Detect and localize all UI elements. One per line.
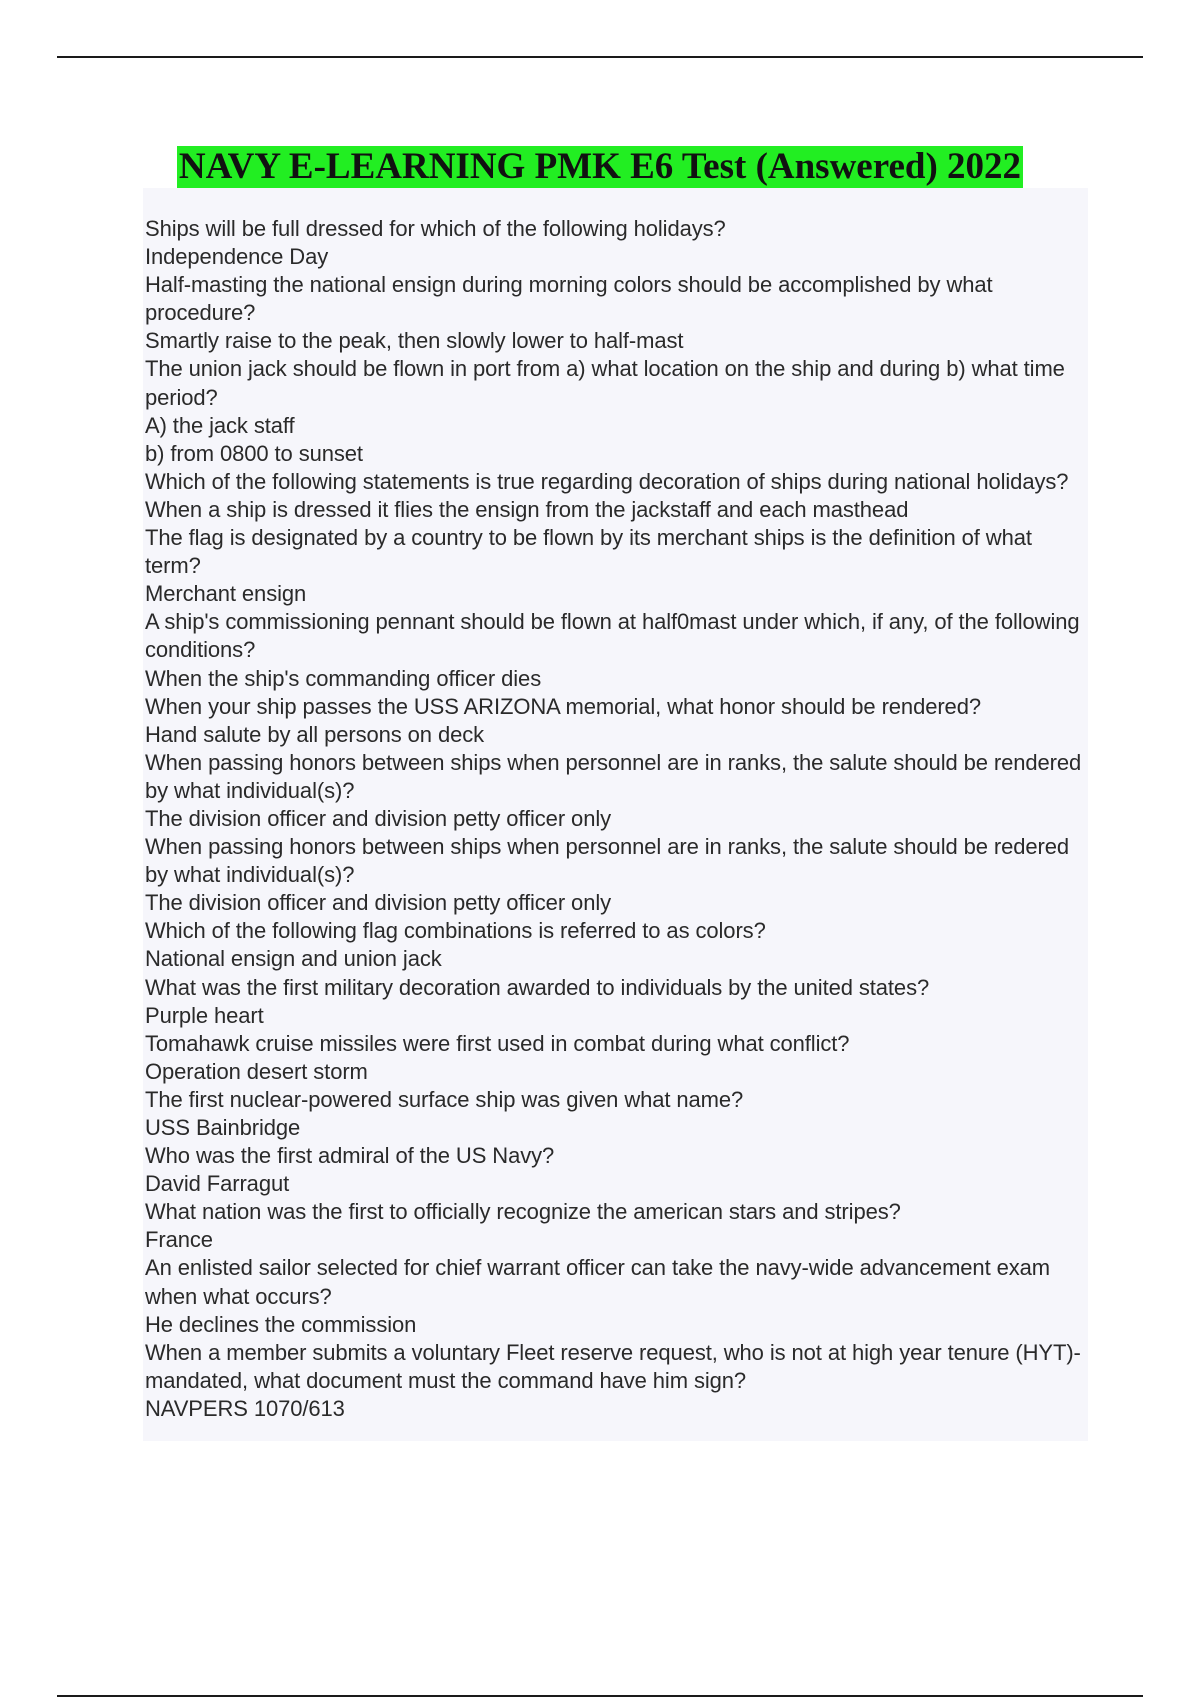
answer-9: The division officer and division petty officer only [145, 890, 612, 916]
answer-16: He declines the commission [145, 1311, 417, 1337]
question-16: An enlisted sailor selected for chief warrant officer can take the navy-wide advancement exam when what occurs? [145, 1255, 1050, 1309]
answer-3b: b) from 0800 to sunset [145, 440, 363, 466]
answer-15: France [145, 1227, 213, 1253]
question-3: The union jack should be flown in port from a) what location on the ship and during b) what time period? [145, 356, 1065, 410]
title-block [0, 146, 1200, 188]
question-10: Which of the following flag combinations is referred to as colors? [145, 918, 766, 944]
answer-12: Operation desert storm [145, 1058, 368, 1084]
answer-6: When the ship's commanding officer dies [145, 665, 542, 691]
question-13: The first nuclear-powered surface ship was given what name? [145, 1086, 744, 1112]
question-15: What nation was the first to officially recognize the american stars and stripes? [145, 1199, 901, 1225]
answer-4: When a ship is dressed it flies the ensign from the jackstaff and each masthead [145, 496, 909, 522]
qa-content [143, 188, 1088, 1441]
question-8: When passing honors between ships when personnel are in ranks, the salute should be rendered by what individual(s)? [145, 749, 1082, 803]
answer-5: Merchant ensign [145, 581, 307, 607]
answer-2: Smartly raise to the peak, then slowly lower to half-mast [145, 328, 684, 354]
question-4: Which of the following statements is true regarding decoration of ships during national holidays? [145, 468, 1069, 494]
bottom-rule [57, 1695, 1143, 1697]
question-14: Who was the first admiral of the US Navy? [145, 1143, 555, 1169]
question-5: The flag is designated by a country to be flown by its merchant ships is the definition of what term? [145, 525, 1032, 579]
answer-3a: A) the jack staff [145, 412, 295, 438]
answer-13: USS Bainbridge [145, 1115, 301, 1140]
answer-11: Purple heart [145, 1002, 264, 1028]
answer-7: Hand salute by all persons on deck [145, 721, 485, 747]
answer-14: David Farragut [145, 1171, 290, 1197]
answer-1: Independence Day [145, 244, 329, 270]
answer-8: The division officer and division petty officer only [145, 805, 612, 831]
top-rule [57, 56, 1143, 58]
document-title: NAVY E-LEARNING PMK E6 Test (Answered) 2022 [178, 146, 1022, 187]
question-6: A ship's commissioning pennant should be flown at half0mast under which, if any, of the following conditions? [145, 609, 1080, 663]
question-7: When your ship passes the USS ARIZONA memorial, what honor should be rendered? [145, 693, 981, 719]
answer-17: NAVPERS 1070/613 [145, 1395, 345, 1421]
question-12: Tomahawk cruise missiles were first used in combat during what conflict? [145, 1030, 850, 1056]
question-11: What was the first military decoration awarded to individuals by the united states? [145, 974, 930, 1000]
answer-10: National ensign and union jack [145, 946, 442, 972]
question-1: Ships will be full dressed for which of the following holidays? [145, 216, 726, 241]
question-9: When passing honors between ships when personnel are in ranks, the salute should be redered by what individual(s)? [145, 834, 1070, 888]
question-2: Half-masting the national ensign during morning colors should be accomplished by what procedure? [145, 272, 993, 326]
question-17: When a member submits a voluntary Fleet reserve request, who is not at high year tenure (HYT)- mandated, what document must the command have him sign? [145, 1339, 1081, 1393]
